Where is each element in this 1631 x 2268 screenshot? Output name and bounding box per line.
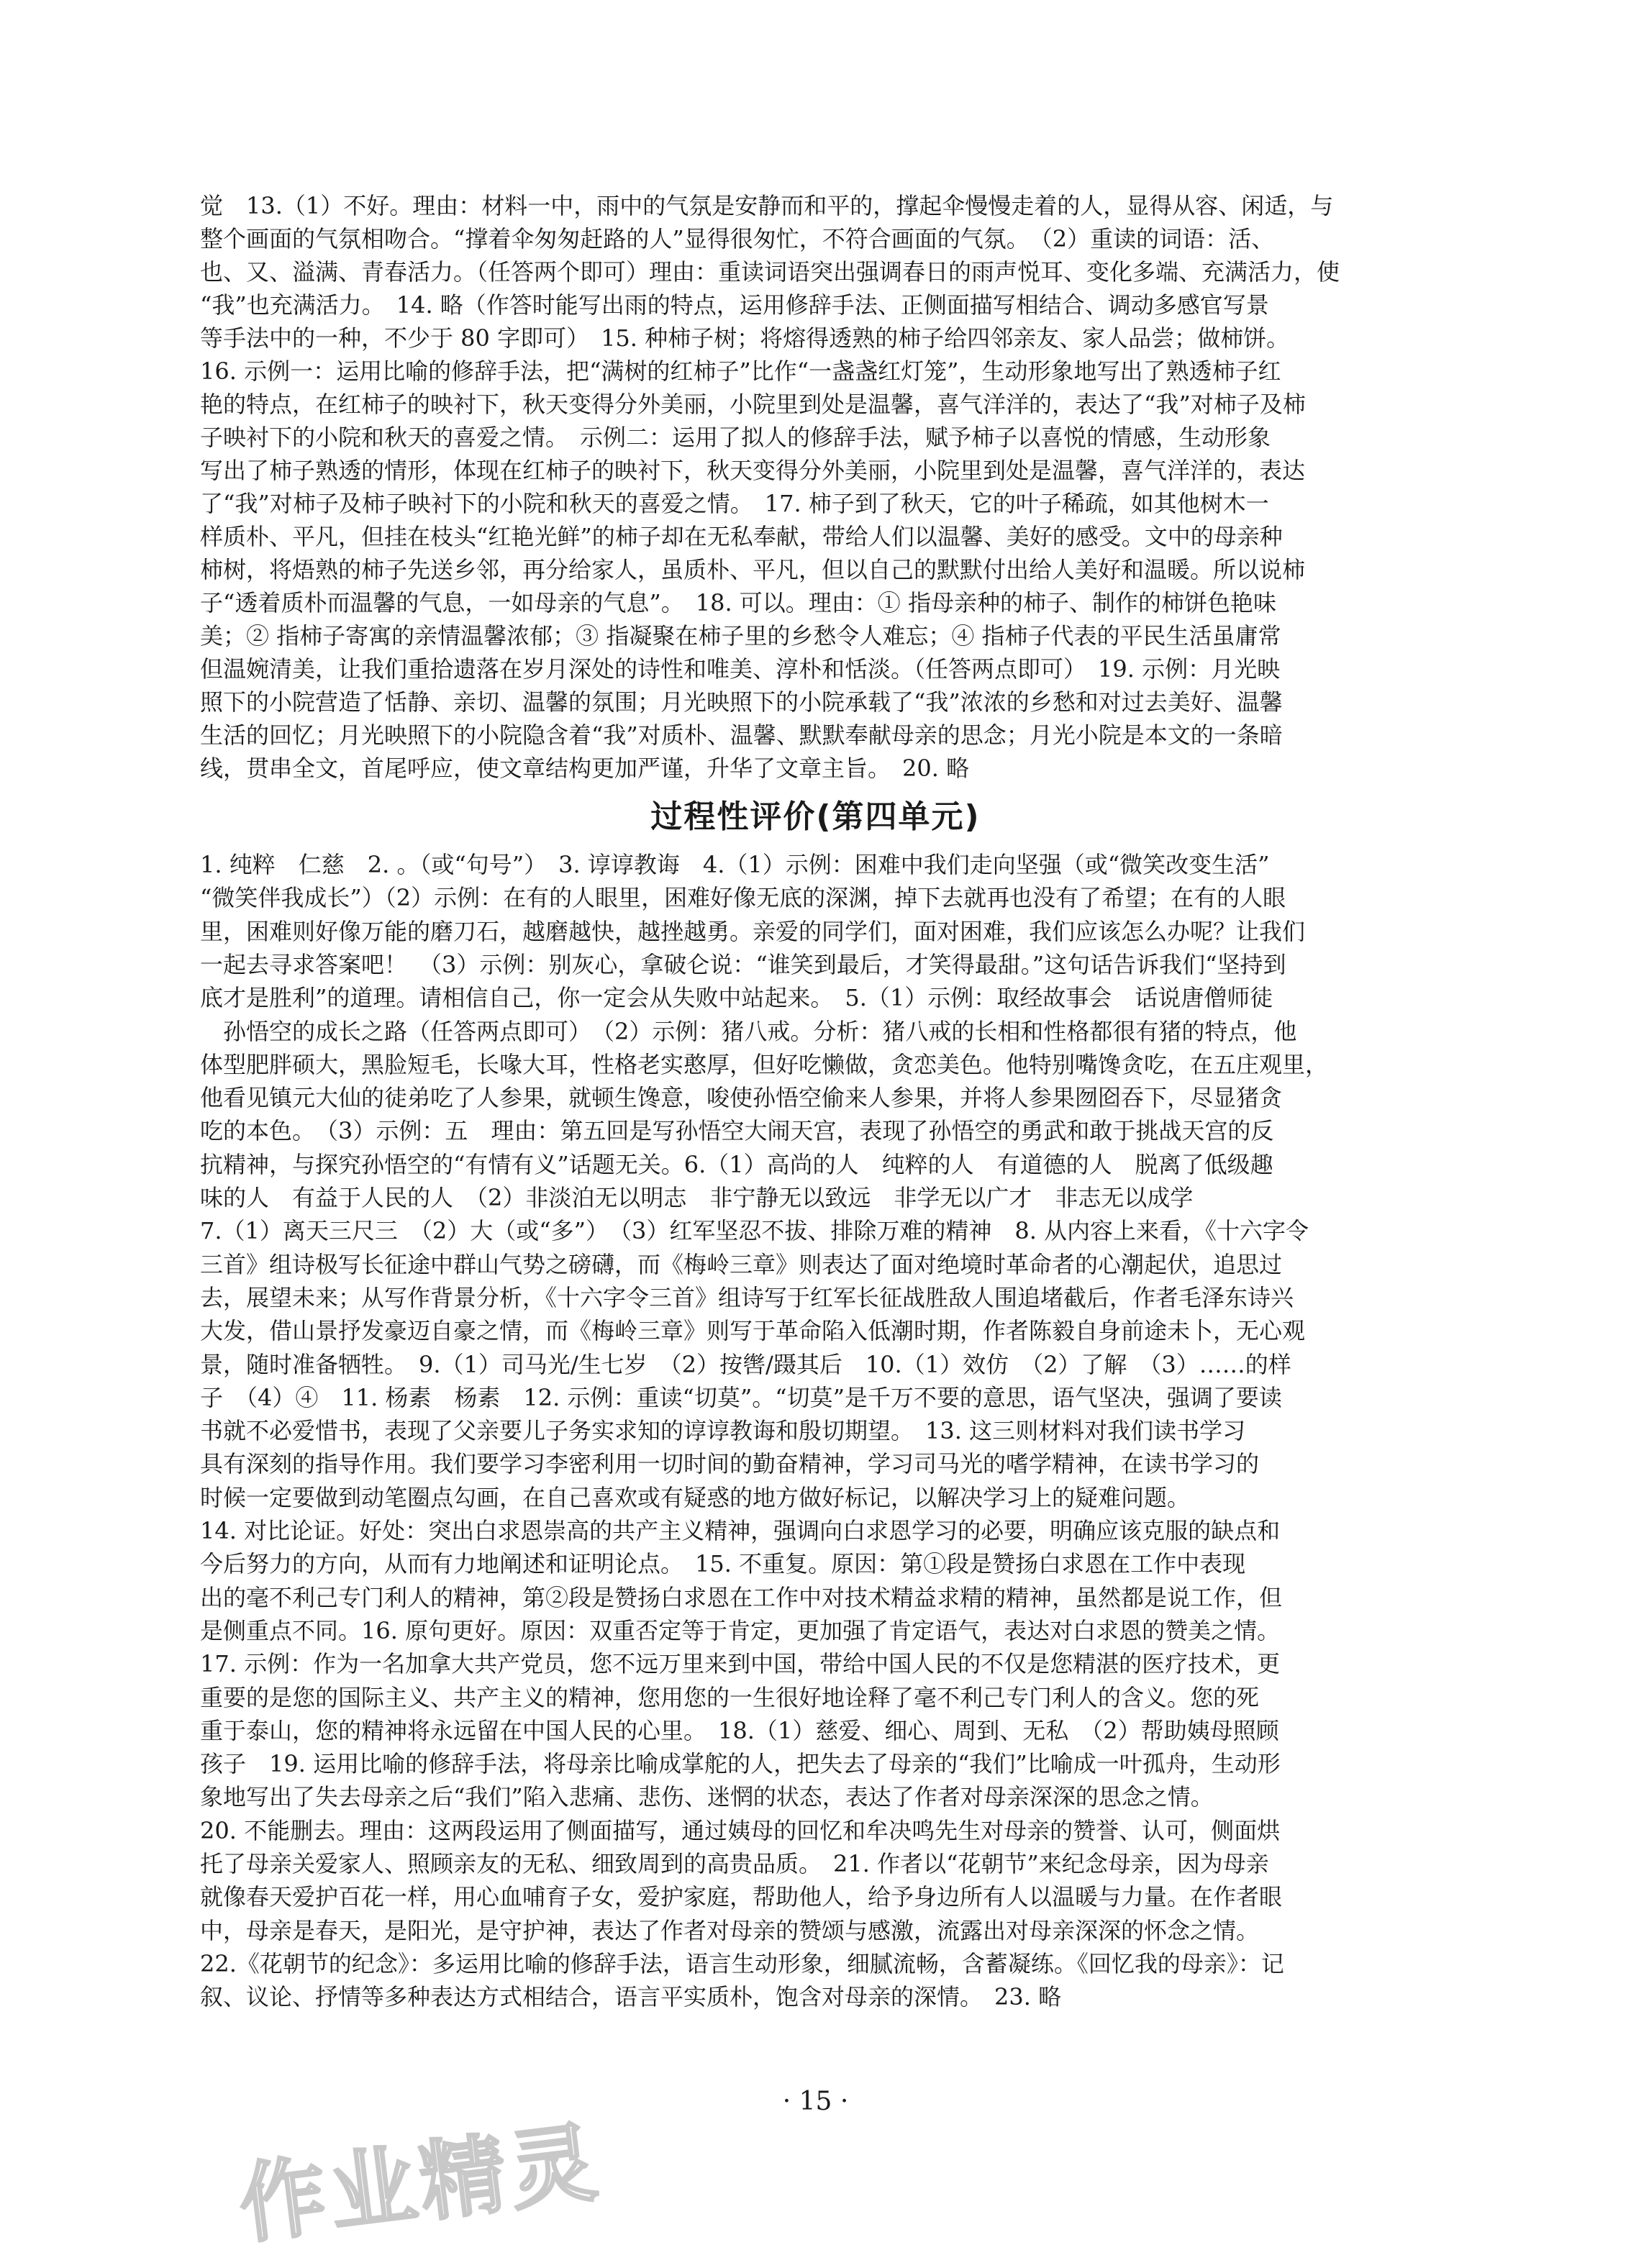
answer-line: 子 （4）④ 11. 杨素 杨素 12. 示例：重读“切莫”。“切莫”是千万不要的意思，语气坚决，强调了要读 — [200, 1383, 1282, 1411]
answer-line: “我”也充满活力。 14. 略（作答时能写出雨的特点，运用修辞手法、正侧面描写相结合、调动多感官写景 — [200, 291, 1269, 319]
answer-line: 生活的回忆；月光映照下的小院隐含着“我”对质朴、温馨、默默奉献母亲的思念；月光小院是本文的一条暗 — [200, 721, 1283, 749]
answer-line: 等手法中的一种，不少于 80 字即可） 15. 种柿子树；将熔得透熟的柿子给四邻亲友、家人品尝；做柿饼。 — [200, 324, 1290, 352]
answer-line: 子“透着质朴而温馨的气息，一如母亲的气息”。 18. 可以。理由：① 指母亲种的柿子、制作的柿饼色艳味 — [200, 589, 1276, 616]
answer-line: 去，展望未来；从写作背景分析，《十六字令三首》组诗写于红军长征战胜敌人围追堵截后，作者毛泽东诗兴 — [200, 1283, 1294, 1311]
answer-line: 艳的特点，在红柿子的映衬下，秋天变得分外美丽，小院里到处是温馨，喜气洋洋的，表达了“我”对柿子及柿 — [200, 391, 1306, 418]
answer-line: 也、又、溢满、青春活力。（任答两个即可）理由：重读词语突出强调春日的雨声悦耳、变化多端、充满活力，使 — [200, 258, 1340, 286]
answer-line: 景，随时准备牺牲。 9.（1）司马光/生七岁 （2）按辔/蹑其后 10.（1）效仿 （2）了解 （3）……的样 — [200, 1350, 1291, 1378]
answer-line: 书就不必爱惜书，表现了父亲要儿子务实求知的谆谆教诲和殷切期望。 13. 这三则材料对我们读书学习 — [200, 1417, 1246, 1445]
answer-line: 孙悟空的成长之路（任答两点即可） （2）示例：猪八戒。分析：猪八戒的长相和性格都很有猪的特点，他 — [200, 1017, 1297, 1045]
answer-line: 具有深刻的指导作用。我们要学习李密利用一切时间的勤奋精神，学习司马光的嗜学精神，在读书学习的 — [200, 1450, 1260, 1478]
answer-line: 托了母亲关爱家人、照顾亲友的无私、细致周到的高贵品质。 21. 作者以“花朝节”来纪念母亲，因为母亲 — [200, 1850, 1269, 1877]
page-number: · 15 · — [782, 2087, 849, 2116]
answer-line: 里，困难则好像万能的磨刀石，越磨越快，越挫越勇。亲爱的同学们，面对困难，我们应该怎么办呢？让我们 — [200, 917, 1306, 945]
answer-line: 出的毫不利己专门利人的精神，第②段是赞扬白求恩在工作中对技术精益求精的精神，虽然都是说工作，但 — [200, 1583, 1283, 1611]
answer-line: 一起去寻求答案吧！ （3）示例：别灰心，拿破仑说：“谁笑到最后，才笑得最甜。”这句话告诉我们“坚持到 — [200, 950, 1286, 978]
answer-line: 今后努力的方向，从而有力地阐述和证明论点。 15. 不重复。原因：第①段是赞扬白求恩在工作中表现 — [200, 1550, 1246, 1578]
answer-line: 抗精神，与探究孙悟空的“有情有义”话题无关。6.（1）高尚的人 纯粹的人 有道德的人 脱离了低级趣 — [200, 1150, 1273, 1178]
answer-line: 写出了柿子熟透的情形，体现在红柿子的映衬下，秋天变得分外美丽，小院里到处是温馨，喜气洋洋的，表达 — [200, 457, 1306, 484]
watermark-logo: 作业精灵 — [234, 2112, 606, 2256]
answer-line: 子映衬下的小院和秋天的喜爱之情。 示例二：运用了拟人的修辞手法，赋予柿子以喜悦的情感，生动形象 — [200, 424, 1271, 451]
answer-line: 重要的是您的国际主义、共产主义的精神，您用您的一生很好地诠释了毫不利己专门利人的含义。您的死 — [200, 1683, 1260, 1711]
answer-line: 大发，借山景抒发豪迈自豪之情，而《梅岭三章》则写于革命陷入低潮时期，作者陈毅自身前途未卜，无心观 — [200, 1317, 1306, 1345]
answer-line: “微笑伴我成长”）（2）示例：在有的人眼里，困难好像无底的深渊，掉下去就再也没有了希望；在有的人眼 — [200, 884, 1286, 912]
answer-line: 象地写出了失去母亲之后“我们”陷入悲痛、悲伤、迷惘的状态，表达了作者对母亲深深的思念之情。 — [200, 1783, 1214, 1811]
answer-line: 照下的小院营造了恬静、亲切、温馨的氛围；月光映照下的小院承载了“我”浓浓的乡愁和对过去美好、温馨 — [200, 688, 1283, 716]
answer-line: 重于泰山，您的精神将永远留在中国人民的心里。 18.（1）慈爱、细心、周到、无私 （2）帮助姨母照顾 — [200, 1716, 1279, 1744]
answer-line: 觉 13.（1）不好。理由：材料一中，雨中的气氛是安静而和平的，撑起伞慢慢走着的人，显得从容、闲适，与 — [200, 192, 1334, 219]
answer-line: 22.《花朝节的纪念》：多运用比喻的修辞手法，语言生动形象，细腻流畅，含蓄凝练。《回忆我的母亲》：记 — [200, 1949, 1284, 1977]
answer-line: 味的人 有益于人民的人 （2）非淡泊无以明志 非宁静无以致远 非学无以广才 非志无以成学 — [200, 1184, 1194, 1211]
answer-line: 线，贯串全文，首尾呼应，使文章结构更加严谨，升华了文章主旨。 20. 略 — [200, 755, 970, 782]
section-title: 过程性评价(第四单元) — [650, 798, 981, 835]
answer-line: 时候一定要做到动笔圈点勾画，在自己喜欢或有疑惑的地方做好标记，以解决学习上的疑难问题。 — [200, 1483, 1191, 1511]
answer-line: 孩子 19. 运用比喻的修辞手法，将母亲比喻成掌舵的人，把失去了母亲的“我们”比喻成一叶孤舟，生动形 — [200, 1750, 1281, 1778]
answer-line: 样质朴、平凡，但挂在枝头“红艳光鲜”的柿子却在无私奉献，带给人们以温馨、美好的感受。文中的母亲种 — [200, 523, 1283, 550]
answer-line: 底才是胜利”的道理。请相信自己，你一定会从失败中站起来。 5.（1）示例：取经故事会 话说唐僧师徒 — [200, 984, 1273, 1012]
answer-line: 7.（1）离天三尺三 （2）大（或“多”） （3）红军坚忍不拔、排除万难的精神 8. 从内容上来看，《十六字令 — [200, 1217, 1309, 1245]
answer-line: 柿树，将焐熟的柿子先送乡邻，再分给家人，虽质朴、平凡，但以自己的默默付出给人美好和温暖。所以说柿 — [200, 556, 1306, 583]
answer-line: 了“我”对柿子及柿子映衬下的小院和秋天的喜爱之情。 17. 柿子到了秋天，它的叶子稀疏，如其他树木一 — [200, 490, 1269, 517]
answer-line: 叙、议论、抒情等多种表达方式相结合，语言平实质朴，饱含对母亲的深情。 23. 略 — [200, 1983, 1062, 2011]
answer-line: 美；② 指柿子寄寓的亲情温馨浓郁；③ 指凝聚在柿子里的乡愁令人难忘；④ 指柿子代表的平民生活虽庸常 — [200, 622, 1281, 650]
answer-line: 就像春天爱护百花一样，用心血哺育子女，爱护家庭，帮助他人，给予身边所有人以温暖与力量。在作者眼 — [200, 1883, 1283, 1911]
answer-line: 他看见镇元大仙的徒弟吃了人参果，就顿生馋意，唆使孙悟空偷来人参果，并将人参果囫囵吞下，尽显猪贪 — [200, 1084, 1283, 1112]
answer-line: 16. 示例一：运用比喻的修辞手法，把“满树的红柿子”比作“一盏盏红灯笼”，生动形象地写出了熟透柿子红 — [200, 357, 1281, 385]
answer-line: 17. 示例：作为一名加拿大共产党员，您不远万里来到中国，带给中国人民的不仅是您精湛的医疗技术，更 — [200, 1650, 1281, 1678]
answer-line: 中，母亲是春天，是阳光，是守护神，表达了作者对母亲的赞颂与感激，流露出对母亲深深的怀念之情。 — [200, 1916, 1260, 1944]
answer-line: 但温婉清美，让我们重拾遗落在岁月深处的诗性和唯美、淳朴和恬淡。（任答两点即可） 19. 示例：月光映 — [200, 655, 1281, 683]
answer-line: 三首》组诗极写长征途中群山气势之磅礴，而《梅岭三章》则表达了面对绝境时革命者的心潮起伏，追思过 — [200, 1250, 1283, 1278]
answer-line: 14. 对比论证。好处：突出白求恩崇高的共产主义精神，强调向白求恩学习的必要，明确应该克服的缺点和 — [200, 1517, 1281, 1544]
answer-line: 吃的本色。 （3）示例：五 理由：第五回是写孙悟空大闹天宫，表现了孙悟空的勇武和敢于挑战天宫的反 — [200, 1117, 1274, 1145]
answer-line: 是侧重点不同。16. 原句更好。原因：双重否定等于肯定，更加强了肯定语气，表达对白求恩的赞美之情。 — [200, 1616, 1281, 1644]
answer-line: 整个画面的气氛相吻合。“撑着伞匆匆赶路的人”显得很匆忙，不符合画面的气氛。 （2）重读的词语：活、 — [200, 225, 1275, 252]
answer-line: 体型肥胖硕大，黑脸短毛，长喙大耳，性格老实憨厚，但好吃懒做，贪恋美色。他特别嘴馋贪吃，在五庄观里， — [200, 1050, 1329, 1078]
answer-line: 1. 纯粹 仁慈 2. 。（或“句号”） 3. 谆谆教诲 4.（1）示例：困难中我们走向坚强（或“微笑改变生活” — [200, 851, 1270, 878]
answer-line: 20. 不能删去。理由：这两段运用了侧面描写，通过姨母的回忆和牟决鸣先生对母亲的赞誉、认可，侧面烘 — [200, 1816, 1281, 1844]
